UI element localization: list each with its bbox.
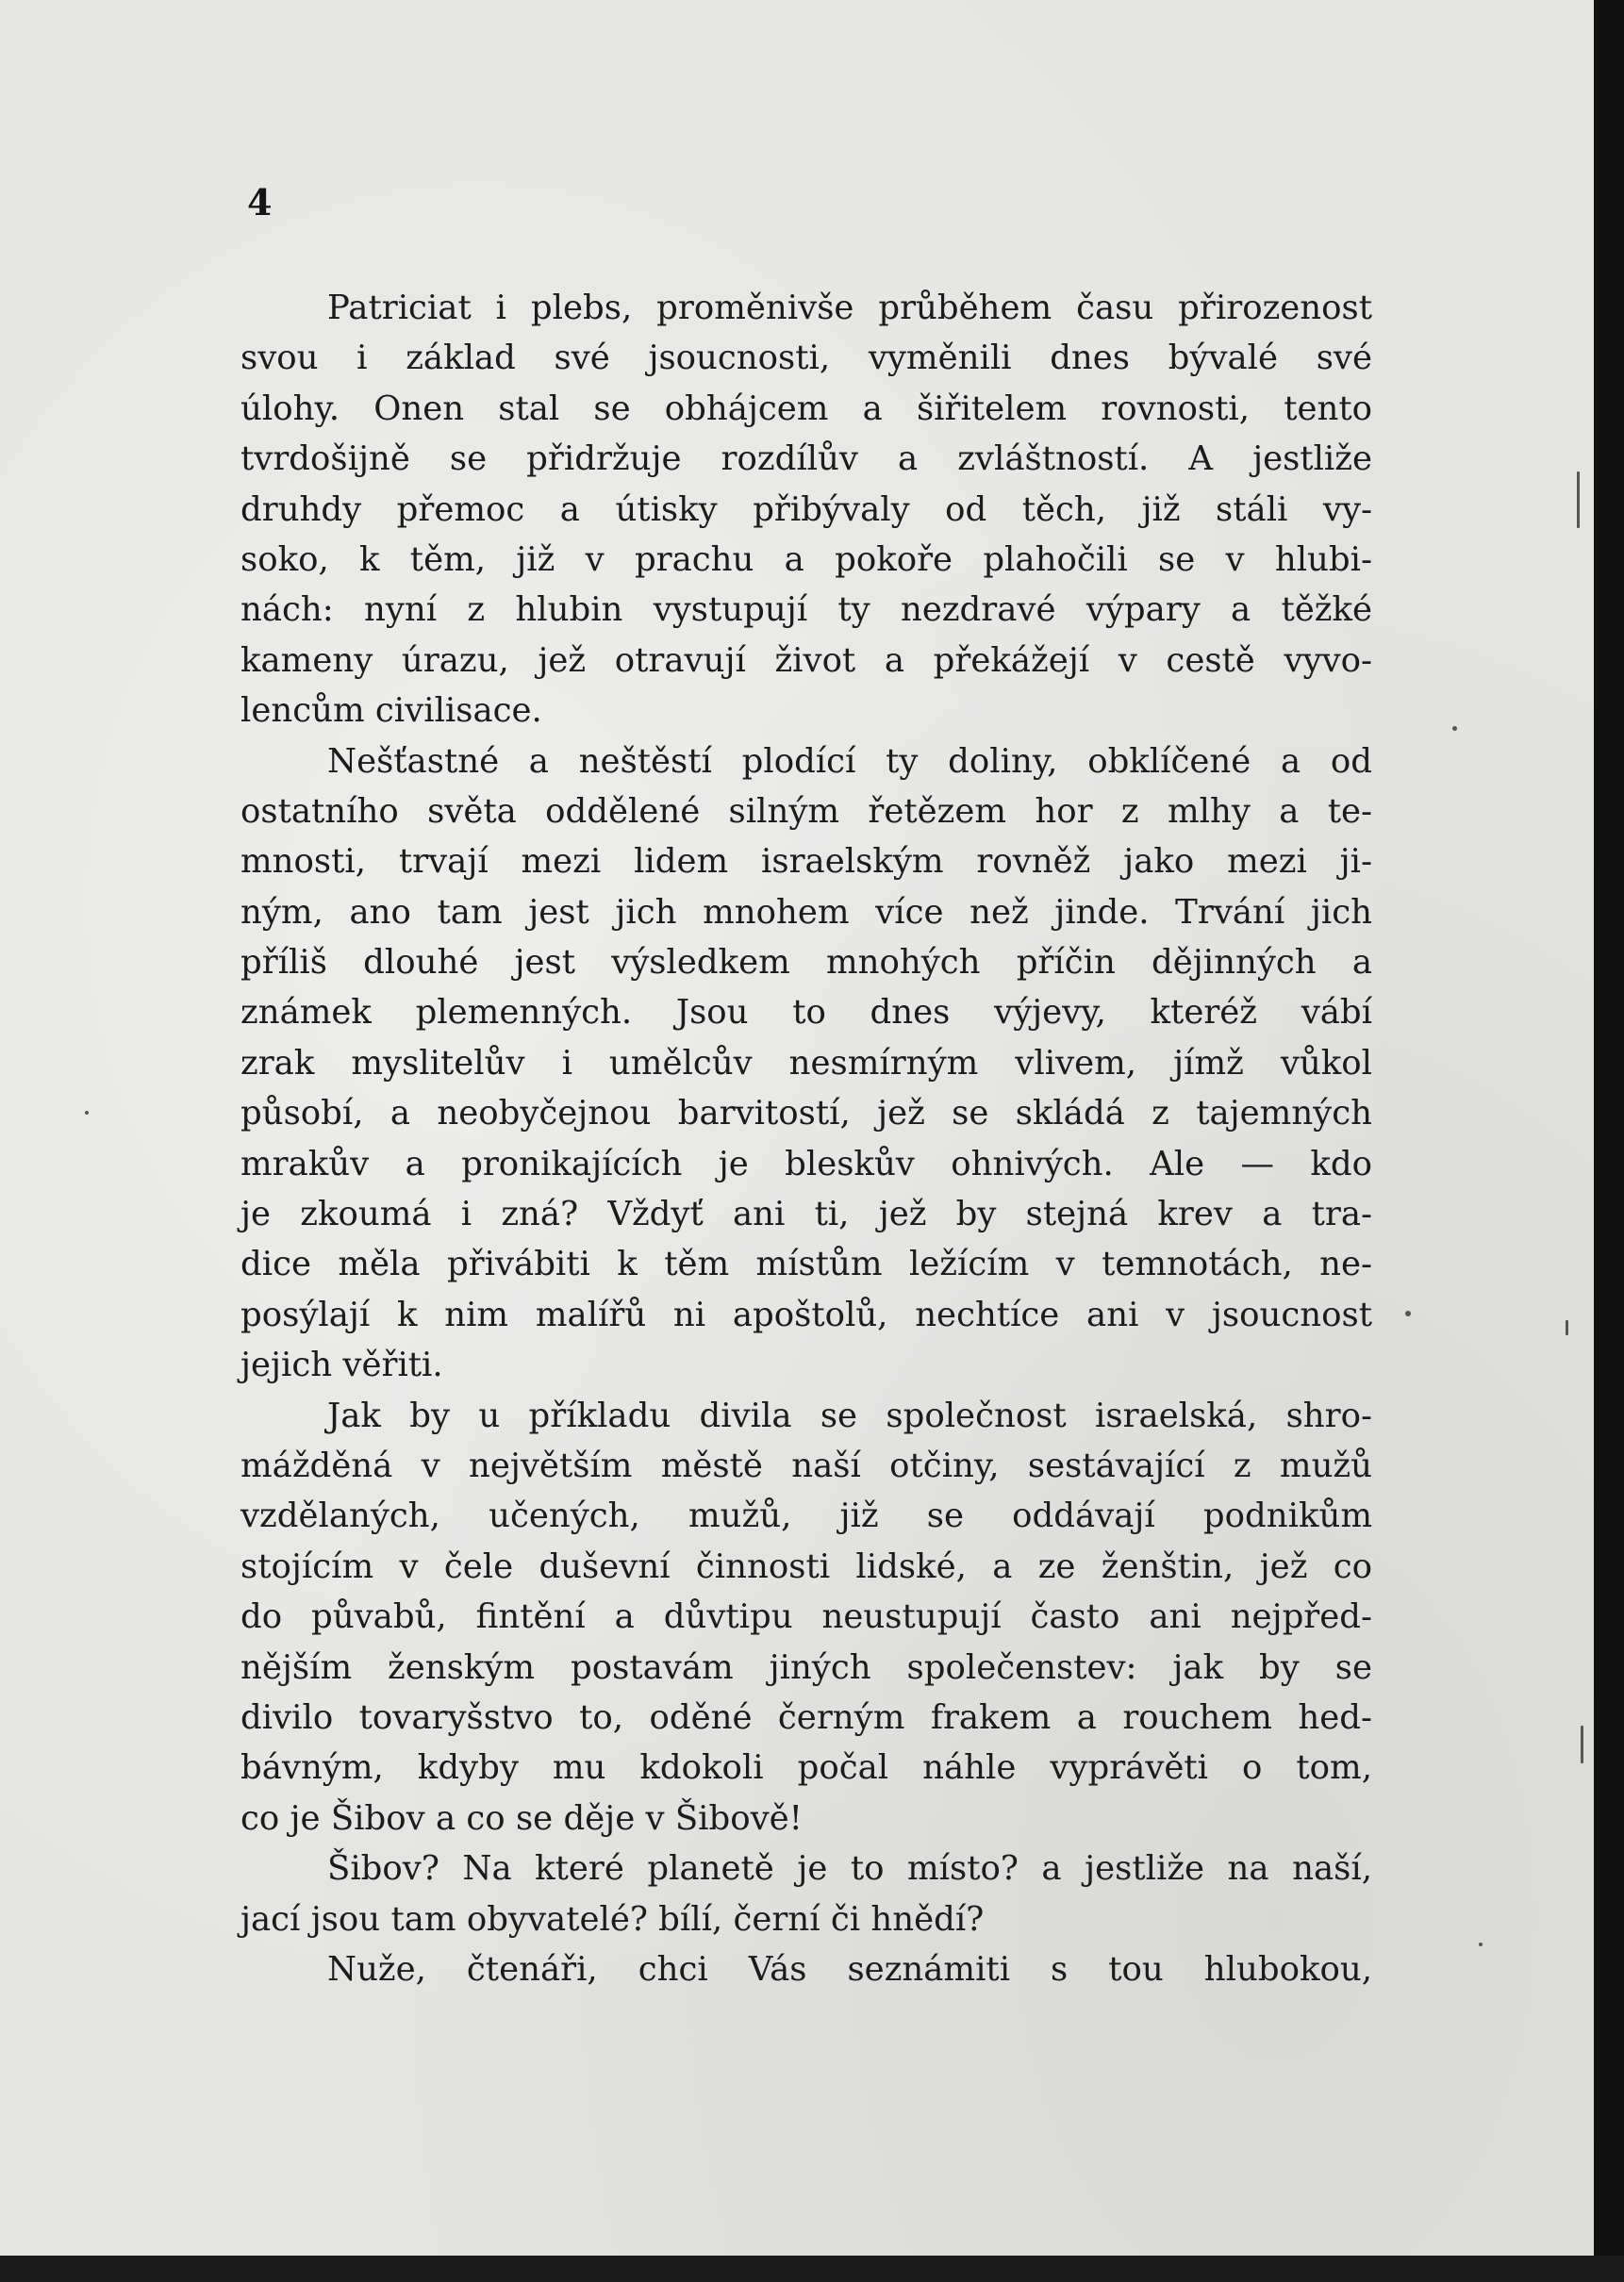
text-line: Nešťastné a neštěstí plodící ty doliny, obklíčené a od — [327, 741, 1372, 781]
text-line: jejich věřiti. — [240, 1346, 443, 1385]
text-line: tvrdošijně se přidržuje rozdílův a zvláštností. A jestliže — [240, 439, 1372, 479]
text-line: svou i základ své jsoucnosti, vyměnili dnes bývalé své — [240, 339, 1372, 378]
text-line: Jak by u příkladu divila se společnost israelská, shro- — [327, 1396, 1372, 1435]
text-line: druhdy přemoc a útisky přibývaly od těch, již stáli vy- — [240, 489, 1372, 529]
text-line: mážděná v největším městě naší otčiny, sestávající z mužů — [240, 1446, 1372, 1485]
text-line: nějším ženským postavám jiných společenstev: jak by se — [240, 1647, 1372, 1687]
text-line: do půvabů, fintění a důvtipu neustupují často ani nejpřed- — [240, 1597, 1372, 1637]
text-line: divilo tovaryšstvo to, oděné černým frakem a rouchem hed- — [240, 1697, 1372, 1737]
dust-speck — [85, 1111, 89, 1115]
text-line: kameny úrazu, jež otravují život a překážejí v cestě vyvo- — [240, 640, 1372, 680]
text-line: dice měla přivábiti k těm místům ležícím v temnotách, ne- — [240, 1245, 1372, 1284]
dust-speck — [1479, 1943, 1483, 1946]
text-line: ostatního světa oddělené silným řetězem hor z mlhy a te- — [240, 791, 1372, 831]
text-line: je zkoumá i zná? Vždyť ani ti, jež by stejná krev a tra- — [240, 1195, 1372, 1234]
scan-edge-right — [1594, 0, 1624, 2282]
text-line: jací jsou tam obyvatelé? bílí, černí či hnědí? — [240, 1899, 985, 1939]
text-line: příliš dlouhé jest výsledkem mnohých příčin dějinných a — [240, 943, 1372, 983]
dust-speck — [1566, 1320, 1568, 1335]
text-line: nách: nyní z hlubin vystupují ty nezdravé výpary a těžké — [240, 590, 1372, 630]
text-line: co je Šibov a co se děje v Šibově! — [240, 1798, 803, 1838]
text-line: mrakův a pronikajících je bleskův ohnivých. Ale — kdo — [240, 1144, 1372, 1183]
text-line: působí, a neobyčejnou barvitostí, jež se skládá z tajemných — [240, 1094, 1372, 1133]
scan-edge-bottom — [0, 2256, 1624, 2282]
text-line: lencům civilisace. — [240, 691, 542, 731]
text-line: Patriciat i plebs, proměnivše průběhem času přirozenost — [327, 289, 1372, 327]
text-line: ným, ano tam jest jich mnohem více než jinde. Trvání jich — [240, 892, 1372, 932]
dust-speck — [1405, 1311, 1411, 1316]
text-line: vzdělaných, učených, mužů, již se oddávají podnikům — [240, 1497, 1372, 1536]
page-number: 4 — [247, 181, 273, 223]
dust-speck — [1577, 471, 1580, 528]
text-line: posýlají k nim malířů ni apoštolů, nechtíce ani v jsoucnost — [240, 1295, 1372, 1334]
text-line: bávným, kdyby mu kdokoli počal náhle vyprávěti o tom, — [240, 1748, 1372, 1788]
text-line: Šibov? Na které planetě je to místo? a jestliže na naší, — [327, 1849, 1372, 1889]
text-line: zrak myslitelův i umělcův nesmírným vlivem, jímž vůkol — [240, 1043, 1372, 1083]
text-line: mnosti, trvají mezi lidem israelským rovněž jako mezi ji- — [240, 842, 1372, 882]
text-line: známek plemenných. Jsou to dnes výjevy, kteréž vábí — [240, 993, 1372, 1033]
text-line: stojícím v čele duševní činnosti lidské, a ze ženštin, jež co — [240, 1546, 1372, 1586]
text-line: Nuže, čtenáři, chci Vás seznámiti s tou hlubokou, — [327, 1949, 1372, 1989]
dust-speck — [1581, 1726, 1583, 1763]
dust-speck — [1452, 726, 1457, 731]
text-line: úlohy. Onen stal se obhájcem a šiřitelem rovnosti, tento — [240, 389, 1372, 428]
text-line: soko, k těm, již v prachu a pokoře plahočili se v hlubi- — [240, 539, 1372, 579]
body-text — [240, 283, 1372, 1994]
